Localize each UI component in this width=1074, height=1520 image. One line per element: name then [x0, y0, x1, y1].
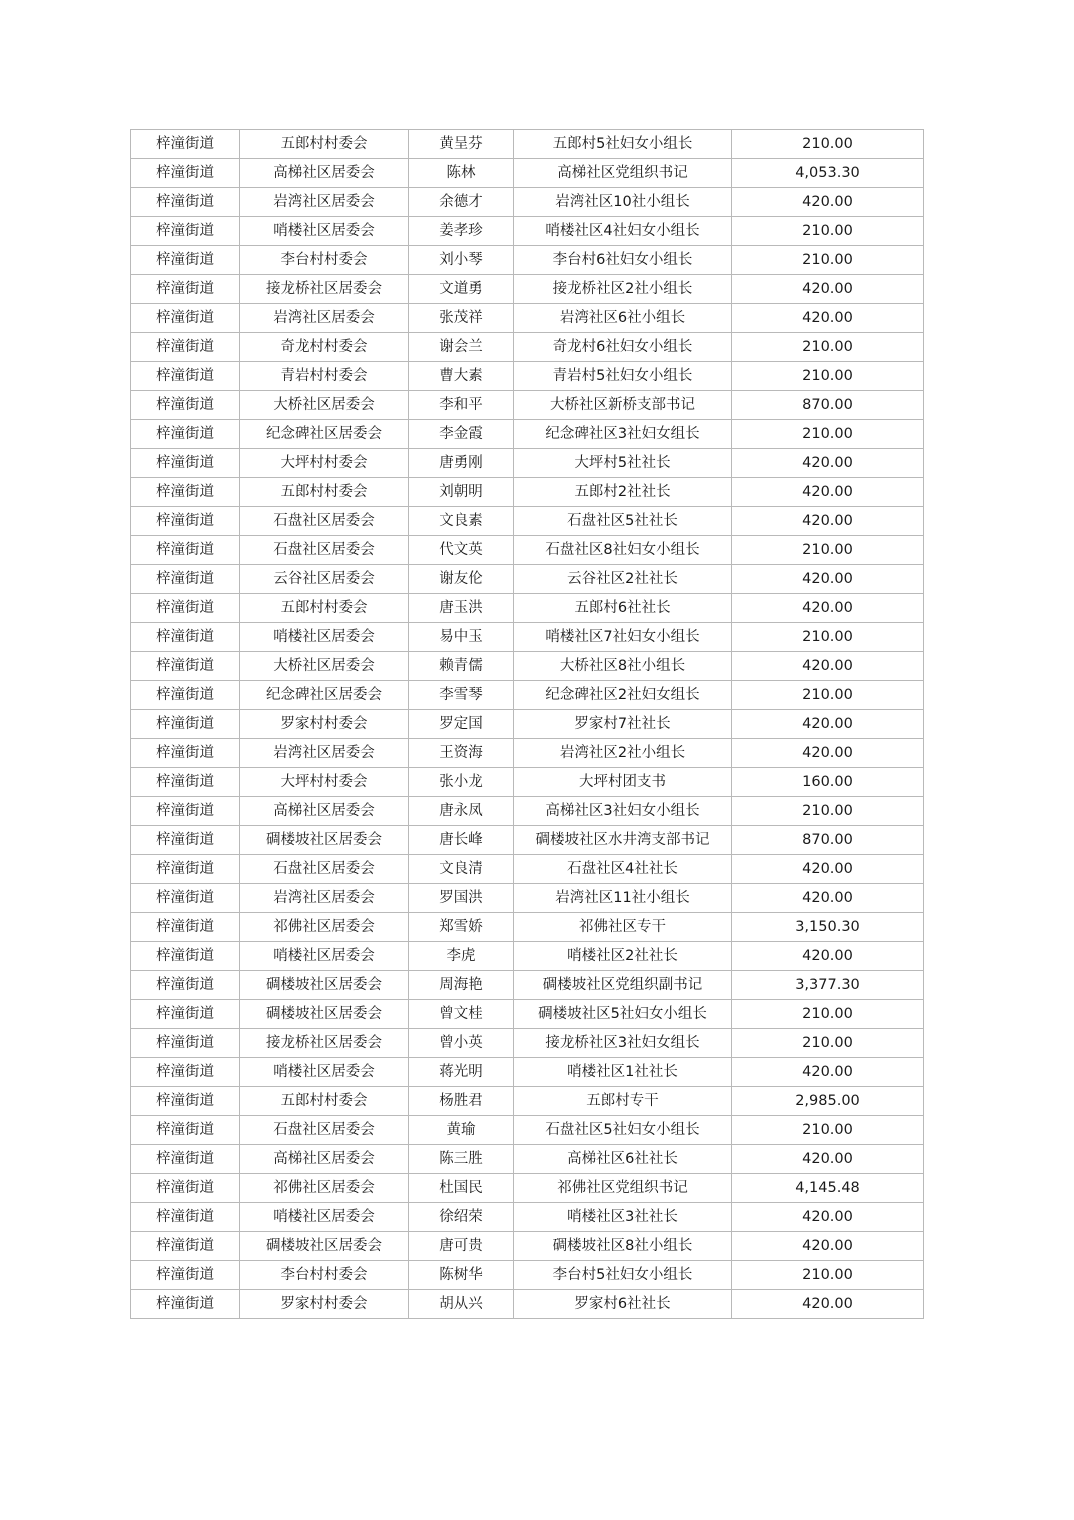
position-cell: 碉楼坡社区党组织副书记: [514, 971, 732, 1000]
table-row: [131, 188, 924, 217]
table-row: [131, 1116, 924, 1145]
committee-cell: 青岩村村委会: [240, 362, 409, 391]
table-row: [131, 681, 924, 710]
position-cell: 碉楼坡社区水井湾支部书记: [514, 826, 732, 855]
position-cell: 接龙桥社区3社妇女组长: [514, 1029, 732, 1058]
position-cell: 祁佛社区党组织书记: [514, 1174, 732, 1203]
position-cell: 五郎村2社社长: [514, 478, 732, 507]
position-cell: 石盘社区5社妇女小组长: [514, 1116, 732, 1145]
person-name-cell: 张小龙: [409, 768, 514, 797]
committee-cell: 碉楼坡社区居委会: [240, 1000, 409, 1029]
street-cell: 梓潼街道: [131, 565, 240, 594]
position-cell: 罗家村6社社长: [514, 1290, 732, 1319]
person-name-cell: 赖青儒: [409, 652, 514, 681]
amount-cell: 160.00: [732, 768, 924, 797]
amount-cell: 210.00: [732, 333, 924, 362]
position-cell: 罗家村7社社长: [514, 710, 732, 739]
street-cell: 梓潼街道: [131, 623, 240, 652]
committee-cell: 罗家村村委会: [240, 1290, 409, 1319]
street-cell: 梓潼街道: [131, 1087, 240, 1116]
amount-cell: 870.00: [732, 391, 924, 420]
street-cell: 梓潼街道: [131, 826, 240, 855]
table-row: [131, 1232, 924, 1261]
committee-cell: 岩湾社区居委会: [240, 884, 409, 913]
street-cell: 梓潼街道: [131, 884, 240, 913]
position-cell: 石盘社区4社社长: [514, 855, 732, 884]
committee-cell: 碉楼坡社区居委会: [240, 1232, 409, 1261]
street-cell: 梓潼街道: [131, 362, 240, 391]
street-cell: 梓潼街道: [131, 159, 240, 188]
position-cell: 接龙桥社区2社小组长: [514, 275, 732, 304]
committee-cell: 祁佛社区居委会: [240, 913, 409, 942]
amount-cell: 210.00: [732, 362, 924, 391]
committee-cell: 哨楼社区居委会: [240, 217, 409, 246]
committee-cell: 李台村村委会: [240, 246, 409, 275]
street-cell: 梓潼街道: [131, 420, 240, 449]
street-cell: 梓潼街道: [131, 942, 240, 971]
person-name-cell: 罗定国: [409, 710, 514, 739]
amount-cell: 210.00: [732, 217, 924, 246]
person-name-cell: 文道勇: [409, 275, 514, 304]
position-cell: 纪念碑社区3社妇女组长: [514, 420, 732, 449]
table-row: [131, 797, 924, 826]
person-name-cell: 曹大素: [409, 362, 514, 391]
committee-cell: 石盘社区居委会: [240, 1116, 409, 1145]
street-cell: 梓潼街道: [131, 1290, 240, 1319]
street-cell: 梓潼街道: [131, 739, 240, 768]
table-row: [131, 130, 924, 159]
table-row: [131, 275, 924, 304]
table-row: [131, 304, 924, 333]
position-cell: 纪念碑社区2社妇女组长: [514, 681, 732, 710]
amount-cell: 420.00: [732, 275, 924, 304]
amount-cell: 210.00: [732, 1116, 924, 1145]
street-cell: 梓潼街道: [131, 913, 240, 942]
table-row: [131, 1087, 924, 1116]
table-row: [131, 623, 924, 652]
table-row: [131, 1000, 924, 1029]
person-name-cell: 杨胜君: [409, 1087, 514, 1116]
committee-cell: 哨楼社区居委会: [240, 1203, 409, 1232]
committee-cell: 五郎村村委会: [240, 1087, 409, 1116]
amount-cell: 210.00: [732, 536, 924, 565]
person-name-cell: 李金霞: [409, 420, 514, 449]
committee-cell: 大坪村村委会: [240, 449, 409, 478]
amount-cell: 420.00: [732, 478, 924, 507]
table-row: [131, 478, 924, 507]
position-cell: 哨楼社区4社妇女小组长: [514, 217, 732, 246]
committee-cell: 碉楼坡社区居委会: [240, 971, 409, 1000]
table-row: [131, 1058, 924, 1087]
table-row: [131, 507, 924, 536]
position-cell: 大坪村团支书: [514, 768, 732, 797]
position-cell: 大桥社区新桥支部书记: [514, 391, 732, 420]
person-name-cell: 陈三胜: [409, 1145, 514, 1174]
person-name-cell: 刘朝明: [409, 478, 514, 507]
position-cell: 碉楼坡社区5社妇女小组长: [514, 1000, 732, 1029]
committee-cell: 纪念碑社区居委会: [240, 420, 409, 449]
person-name-cell: 徐绍荣: [409, 1203, 514, 1232]
position-cell: 岩湾社区6社小组长: [514, 304, 732, 333]
position-cell: 祁佛社区专干: [514, 913, 732, 942]
position-cell: 石盘社区8社妇女小组长: [514, 536, 732, 565]
amount-cell: 210.00: [732, 130, 924, 159]
street-cell: 梓潼街道: [131, 797, 240, 826]
table-row: [131, 217, 924, 246]
committee-cell: 奇龙村村委会: [240, 333, 409, 362]
street-cell: 梓潼街道: [131, 1058, 240, 1087]
street-cell: 梓潼街道: [131, 130, 240, 159]
street-cell: 梓潼街道: [131, 333, 240, 362]
street-cell: 梓潼街道: [131, 1261, 240, 1290]
person-name-cell: 郑雪娇: [409, 913, 514, 942]
committee-cell: 石盘社区居委会: [240, 855, 409, 884]
committee-cell: 接龙桥社区居委会: [240, 275, 409, 304]
table-row: [131, 391, 924, 420]
person-name-cell: 代文英: [409, 536, 514, 565]
amount-cell: 420.00: [732, 565, 924, 594]
position-cell: 高梯社区6社社长: [514, 1145, 732, 1174]
position-cell: 李台村5社妇女小组长: [514, 1261, 732, 1290]
person-name-cell: 李雪琴: [409, 681, 514, 710]
table-row: [131, 1261, 924, 1290]
person-name-cell: 易中玉: [409, 623, 514, 652]
table-row: [131, 449, 924, 478]
amount-cell: 420.00: [732, 710, 924, 739]
committee-cell: 岩湾社区居委会: [240, 304, 409, 333]
person-name-cell: 杜国民: [409, 1174, 514, 1203]
person-name-cell: 刘小琴: [409, 246, 514, 275]
person-name-cell: 陈林: [409, 159, 514, 188]
table-row: [131, 1203, 924, 1232]
table-row: [131, 652, 924, 681]
person-name-cell: 王资海: [409, 739, 514, 768]
amount-cell: 420.00: [732, 1290, 924, 1319]
person-name-cell: 周海艳: [409, 971, 514, 1000]
position-cell: 高梯社区3社妇女小组长: [514, 797, 732, 826]
amount-cell: 210.00: [732, 1029, 924, 1058]
committee-cell: 高梯社区居委会: [240, 1145, 409, 1174]
street-cell: 梓潼街道: [131, 1116, 240, 1145]
table-row: [131, 594, 924, 623]
street-cell: 梓潼街道: [131, 1029, 240, 1058]
amount-cell: 210.00: [732, 1000, 924, 1029]
person-name-cell: 黄瑜: [409, 1116, 514, 1145]
position-cell: 奇龙村6社妇女小组长: [514, 333, 732, 362]
street-cell: 梓潼街道: [131, 681, 240, 710]
amount-cell: 210.00: [732, 681, 924, 710]
table-row: [131, 710, 924, 739]
committee-cell: 高梯社区居委会: [240, 797, 409, 826]
table-row: [131, 971, 924, 1000]
street-cell: 梓潼街道: [131, 507, 240, 536]
position-cell: 高梯社区党组织书记: [514, 159, 732, 188]
amount-cell: 420.00: [732, 739, 924, 768]
committee-cell: 五郎村村委会: [240, 478, 409, 507]
amount-cell: 2,985.00: [732, 1087, 924, 1116]
person-name-cell: 文良素: [409, 507, 514, 536]
street-cell: 梓潼街道: [131, 971, 240, 1000]
committee-cell: 五郎村村委会: [240, 130, 409, 159]
table-row: [131, 855, 924, 884]
table-row: [131, 1145, 924, 1174]
table-body: [131, 130, 924, 1319]
table-row: [131, 362, 924, 391]
committee-cell: 罗家村村委会: [240, 710, 409, 739]
person-name-cell: 唐永凤: [409, 797, 514, 826]
street-cell: 梓潼街道: [131, 652, 240, 681]
position-cell: 岩湾社区2社小组长: [514, 739, 732, 768]
table-row: [131, 884, 924, 913]
person-name-cell: 姜孝珍: [409, 217, 514, 246]
person-name-cell: 文良清: [409, 855, 514, 884]
street-cell: 梓潼街道: [131, 449, 240, 478]
amount-cell: 210.00: [732, 623, 924, 652]
street-cell: 梓潼街道: [131, 1000, 240, 1029]
person-name-cell: 黄呈芬: [409, 130, 514, 159]
position-cell: 哨楼社区2社社长: [514, 942, 732, 971]
committee-cell: 高梯社区居委会: [240, 159, 409, 188]
position-cell: 哨楼社区3社社长: [514, 1203, 732, 1232]
street-cell: 梓潼街道: [131, 1174, 240, 1203]
position-cell: 五郎村专干: [514, 1087, 732, 1116]
amount-cell: 420.00: [732, 449, 924, 478]
street-cell: 梓潼街道: [131, 594, 240, 623]
subsidy-table: [130, 129, 924, 1319]
committee-cell: 李台村村委会: [240, 1261, 409, 1290]
street-cell: 梓潼街道: [131, 536, 240, 565]
amount-cell: 420.00: [732, 594, 924, 623]
position-cell: 云谷社区2社社长: [514, 565, 732, 594]
position-cell: 青岩村5社妇女小组长: [514, 362, 732, 391]
street-cell: 梓潼街道: [131, 391, 240, 420]
person-name-cell: 陈树华: [409, 1261, 514, 1290]
amount-cell: 420.00: [732, 942, 924, 971]
person-name-cell: 曾文桂: [409, 1000, 514, 1029]
person-name-cell: 张茂祥: [409, 304, 514, 333]
person-name-cell: 唐玉洪: [409, 594, 514, 623]
table-row: [131, 942, 924, 971]
committee-cell: 哨楼社区居委会: [240, 1058, 409, 1087]
person-name-cell: 唐勇刚: [409, 449, 514, 478]
committee-cell: 大桥社区居委会: [240, 391, 409, 420]
table-row: [131, 333, 924, 362]
street-cell: 梓潼街道: [131, 246, 240, 275]
person-name-cell: 唐长峰: [409, 826, 514, 855]
amount-cell: 4,053.30: [732, 159, 924, 188]
position-cell: 五郎村5社妇女小组长: [514, 130, 732, 159]
position-cell: 岩湾社区11社小组长: [514, 884, 732, 913]
amount-cell: 420.00: [732, 1232, 924, 1261]
person-name-cell: 李虎: [409, 942, 514, 971]
street-cell: 梓潼街道: [131, 1145, 240, 1174]
amount-cell: 420.00: [732, 1058, 924, 1087]
committee-cell: 岩湾社区居委会: [240, 188, 409, 217]
committee-cell: 碉楼坡社区居委会: [240, 826, 409, 855]
table-row: [131, 420, 924, 449]
amount-cell: 210.00: [732, 1261, 924, 1290]
person-name-cell: 罗国洪: [409, 884, 514, 913]
table-row: [131, 768, 924, 797]
committee-cell: 哨楼社区居委会: [240, 623, 409, 652]
table-row: [131, 246, 924, 275]
street-cell: 梓潼街道: [131, 768, 240, 797]
table-row: [131, 159, 924, 188]
person-name-cell: 李和平: [409, 391, 514, 420]
table-row: [131, 536, 924, 565]
position-cell: 大桥社区8社小组长: [514, 652, 732, 681]
table-row: [131, 1290, 924, 1319]
street-cell: 梓潼街道: [131, 1232, 240, 1261]
amount-cell: 420.00: [732, 855, 924, 884]
street-cell: 梓潼街道: [131, 304, 240, 333]
position-cell: 李台村6社妇女小组长: [514, 246, 732, 275]
committee-cell: 五郎村村委会: [240, 594, 409, 623]
amount-cell: 420.00: [732, 1145, 924, 1174]
amount-cell: 420.00: [732, 188, 924, 217]
committee-cell: 祁佛社区居委会: [240, 1174, 409, 1203]
street-cell: 梓潼街道: [131, 855, 240, 884]
amount-cell: 420.00: [732, 884, 924, 913]
committee-cell: 纪念碑社区居委会: [240, 681, 409, 710]
committee-cell: 石盘社区居委会: [240, 536, 409, 565]
table-row: [131, 1174, 924, 1203]
position-cell: 五郎村6社社长: [514, 594, 732, 623]
amount-cell: 210.00: [732, 246, 924, 275]
committee-cell: 石盘社区居委会: [240, 507, 409, 536]
position-cell: 碉楼坡社区8社小组长: [514, 1232, 732, 1261]
table-row: [131, 739, 924, 768]
person-name-cell: 谢友伦: [409, 565, 514, 594]
amount-cell: 420.00: [732, 652, 924, 681]
committee-cell: 哨楼社区居委会: [240, 942, 409, 971]
person-name-cell: 唐可贵: [409, 1232, 514, 1261]
amount-cell: 420.00: [732, 304, 924, 333]
amount-cell: 4,145.48: [732, 1174, 924, 1203]
committee-cell: 接龙桥社区居委会: [240, 1029, 409, 1058]
person-name-cell: 谢会兰: [409, 333, 514, 362]
position-cell: 岩湾社区10社小组长: [514, 188, 732, 217]
street-cell: 梓潼街道: [131, 275, 240, 304]
amount-cell: 3,150.30: [732, 913, 924, 942]
committee-cell: 大桥社区居委会: [240, 652, 409, 681]
person-name-cell: 余德才: [409, 188, 514, 217]
table-row: [131, 913, 924, 942]
street-cell: 梓潼街道: [131, 217, 240, 246]
position-cell: 哨楼社区7社妇女小组长: [514, 623, 732, 652]
amount-cell: 210.00: [732, 420, 924, 449]
street-cell: 梓潼街道: [131, 710, 240, 739]
committee-cell: 云谷社区居委会: [240, 565, 409, 594]
table-row: [131, 1029, 924, 1058]
committee-cell: 岩湾社区居委会: [240, 739, 409, 768]
person-name-cell: 胡从兴: [409, 1290, 514, 1319]
table-row: [131, 826, 924, 855]
street-cell: 梓潼街道: [131, 478, 240, 507]
person-name-cell: 蒋光明: [409, 1058, 514, 1087]
table-row: [131, 565, 924, 594]
position-cell: 大坪村5社社长: [514, 449, 732, 478]
amount-cell: 870.00: [732, 826, 924, 855]
committee-cell: 大坪村村委会: [240, 768, 409, 797]
amount-cell: 420.00: [732, 1203, 924, 1232]
amount-cell: 420.00: [732, 507, 924, 536]
amount-cell: 210.00: [732, 797, 924, 826]
amount-cell: 3,377.30: [732, 971, 924, 1000]
position-cell: 石盘社区5社社长: [514, 507, 732, 536]
person-name-cell: 曾小英: [409, 1029, 514, 1058]
street-cell: 梓潼街道: [131, 1203, 240, 1232]
street-cell: 梓潼街道: [131, 188, 240, 217]
position-cell: 哨楼社区1社社长: [514, 1058, 732, 1087]
